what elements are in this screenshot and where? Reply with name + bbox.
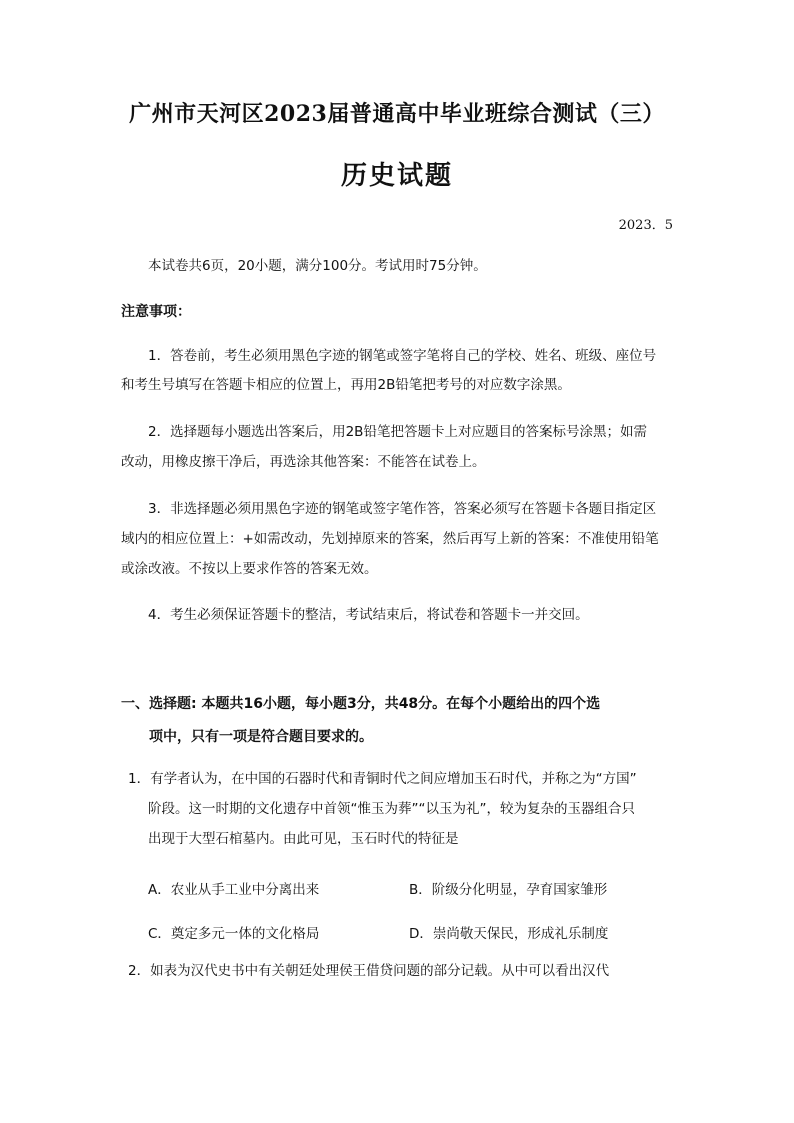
question-1-line3: 出现于大型石棺墓内。由此可见，玉石时代的特征是 (148, 831, 459, 847)
exam-date: 2023．5 (618, 218, 673, 233)
notice-item-1-line1: 1．答卷前，考生必须用黑色字迹的钢笔或签字笔将自己的学校、姓名、班级、座位号 (148, 348, 657, 364)
section-1-heading-line2: 项中，只有一项是符合题目要求的。 (149, 729, 373, 745)
exam-subtitle: 历史试题 (340, 161, 453, 191)
notice-item-2-line1: 2．选择题每小题选出答案后，用2B铅笔把答题卡上对应题目的答案标号涂黑；如需 (148, 424, 647, 440)
notice-item-3-line1: 3．非选择题必须用黑色字迹的钢笔或签字笔作答，答案必须写在答题卡各题目指定区 (148, 501, 657, 517)
notice-item-3-line3: 或涂改液。不按以上要求作答的答案无效。 (121, 561, 378, 577)
question-1-line2: 阶段。这一时期的文化遗存中首领“惟玉为葬”“以玉为礼”，较为复杂的玉器组合只 (148, 801, 635, 817)
notice-item-4-line1: 4．考生必须保证答题卡的整洁，考试结束后，将试卷和答题卡一并交回。 (148, 607, 589, 623)
question-1-option-d: D．崇尚敬天保民，形成礼乐制度 (409, 926, 609, 942)
notice-item-3-line2: 域内的相应位置上：+如需改动，先划掉原来的答案，然后再写上新的答案：不准使用铅笔 (121, 531, 659, 547)
notice-item-1-line2: 和考生号填写在答题卡相应的位置上，再用2B铅笔把考号的对应数字涂黑。 (121, 377, 571, 393)
exam-title: 广州市天河区2023届普通高中毕业班综合测试（三） (129, 101, 665, 127)
notice-item-2-line2: 改动，用橡皮擦干净后，再选涂其他答案：不能答在试卷上。 (121, 454, 486, 470)
question-1-option-a: A．农业从手工业中分离出来 (148, 882, 320, 898)
question-1-option-b: B．阶级分化明显，孕育国家雏形 (409, 882, 608, 898)
question-2-line1: 2．如表为汉代史书中有关朝廷处理侯王借贷问题的部分记载。从中可以看出汉代 (128, 963, 610, 979)
intro-text: 本试卷共6页，20小题，满分100分。考试用时75分钟。 (148, 258, 487, 274)
notice-heading: 注意事项： (121, 304, 191, 320)
question-1-option-c: C．奠定多元一体的文化格局 (148, 926, 320, 942)
question-1-line1: 1．有学者认为，在中国的石器时代和青铜时代之间应增加玉石时代，并称之为“方国” (128, 771, 637, 787)
section-1-heading-line1: 一、选择题: 本题共16小题，每小题3分，共48分。在每个小题给出的四个选 (121, 696, 601, 712)
